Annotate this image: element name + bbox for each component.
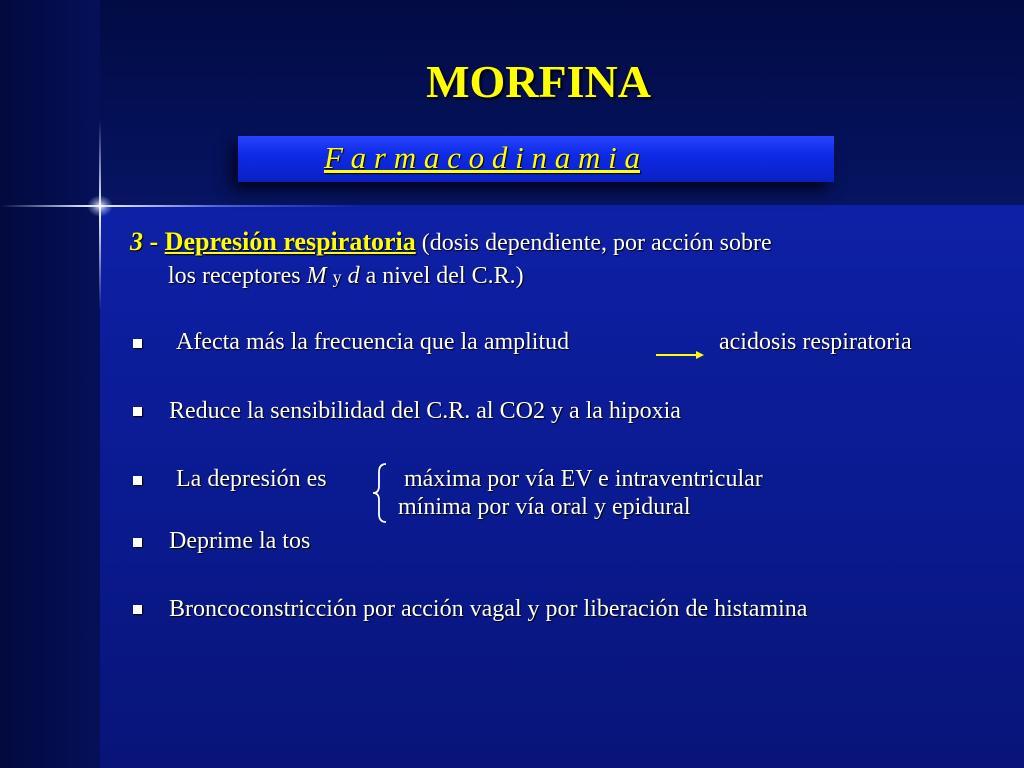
slide-title: MORFINA (426, 56, 651, 107)
bullet-4-text: Deprime la tos (169, 528, 311, 554)
receptor-mu: M (306, 263, 327, 289)
bullet-2-text: Reduce la sensibilidad del C.R. al CO2 y a la hipoxia (169, 398, 681, 424)
left-brace-icon (370, 462, 392, 524)
point-parenthetical-line2 (168, 262, 524, 291)
bullet-5-marker (133, 605, 142, 614)
bullet-5-text: Broncoconstricción por acción vagal y por liberación de histamina (169, 596, 808, 622)
point-separator: - (143, 227, 165, 256)
point-title: Depresión respiratoria (164, 227, 416, 256)
bullet-4-marker (133, 538, 142, 547)
background-left-panel (0, 0, 100, 768)
bullet-3-option-min: mínima por vía oral y epidural (398, 494, 691, 520)
slide-subtitle: F a r m a c o d i n a m i a (324, 140, 641, 175)
bullet-1-marker (133, 339, 142, 348)
star-flare-horizontal (0, 205, 360, 207)
receptor-conjunction: y (332, 267, 342, 287)
bullet-3-text: La depresión es (176, 466, 327, 492)
point-heading (130, 228, 772, 257)
bullet-1-result: acidosis respiratoria (719, 329, 912, 355)
bullet-1-text: Afecta más la frecuencia que la amplitud (176, 329, 570, 355)
receptors-label: los receptores (168, 263, 301, 289)
arrow-right-icon (656, 351, 704, 359)
receptors-location: a nivel del C.R.) (365, 263, 524, 289)
receptor-delta: d (347, 263, 360, 289)
bullet-3-option-max: máxima por vía EV e intraventricular (404, 466, 763, 492)
bullet-2-marker (133, 407, 142, 416)
point-number: 3 (130, 227, 143, 256)
bullet-3-marker (133, 476, 142, 485)
star-flare-center (87, 195, 113, 217)
point-parenthetical-line1: (dosis dependiente, por acción sobre (421, 230, 772, 256)
